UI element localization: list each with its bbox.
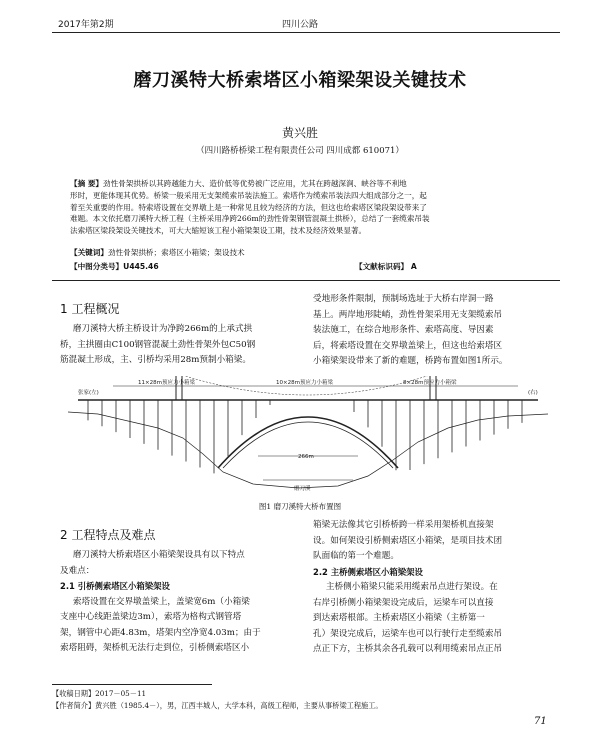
document-code	[355, 261, 417, 272]
affiliation: （四川路桥桥梁工程有限责任公司 四川成都 610071）	[196, 146, 404, 156]
document-code-value: A	[410, 262, 417, 271]
bridge-elevation-figure	[58, 376, 558, 492]
text-line: 磨刀溪特大桥索塔区小箱梁架设具有以下特点	[72, 550, 245, 560]
text-line: 索塔阻碍，架桥机无法行走到位，引桥侧索塔区小	[60, 643, 250, 653]
keywords-label: 【关键词】	[70, 248, 108, 257]
abstract-line: 劲性骨架拱桥以其跨越能力大、造价低等优势被广泛应用，尤其在跨越深涧、峡谷等不利地	[103, 179, 407, 188]
footnote-rule	[52, 684, 212, 685]
section-2-left-text	[60, 548, 298, 657]
text-line: 基上。两岸地形陡峭，劲性骨架采用无支架缆索吊	[313, 309, 503, 320]
main-arch	[218, 417, 398, 468]
span-mid-label: 10×28m预应力小箱梁	[276, 380, 333, 386]
text-line: 筋混凝土形成，主、引桥均采用28m预制小箱梁。	[60, 355, 251, 365]
text-line: 箱梁无法像其它引桥桥跨一样采用架桥机直接架	[313, 520, 494, 530]
text-line: 点正下方，主桥其余各孔载可以利用缆索吊点正吊	[313, 644, 503, 654]
journal-name: 四川公路	[282, 20, 319, 30]
text-line: 孔）架设完成后，运梁车也可以行驶行走至缆索吊	[313, 628, 503, 639]
abstract-line: 法索塔区梁段架设关键技术，可大大缩短该工程小箱梁架设工期，技术及经济效果显著。	[70, 226, 367, 236]
document-code-label: 【文献标识码】	[355, 262, 409, 271]
keywords-text: 劲性骨架拱桥；索塔区小箱梁；架设技术	[107, 248, 245, 257]
keywords	[70, 247, 542, 259]
pier-group	[88, 400, 522, 473]
author-name: 黄兴胜	[281, 126, 318, 140]
section-1-right-text	[313, 292, 553, 370]
ground-profile	[68, 412, 548, 488]
text-line: 队面临的第一个难题。	[313, 551, 399, 561]
abstract	[70, 178, 542, 237]
section-2-right-text	[313, 518, 553, 658]
abstract-line: 难题。本文依托磨刀溪特大桥工程（主桥采用净跨266m的劲性骨架钢管混凝土拱桥），总结了一套缆索吊装	[70, 214, 430, 224]
abstract-label: 【摘 要】	[70, 179, 104, 188]
text-line: 小箱梁架设带来了新的难题，桥跨布置如图1所示。	[313, 356, 508, 366]
section-2-heading: 2 工程特点及难点	[60, 528, 156, 542]
text-line: 磨刀溪特大桥主桥设计为净跨266m的上承式拱	[72, 324, 253, 334]
author-bio: 【作者简介】黄兴胜（1985.4－），男，江西丰城人，大学本科，高级工程师，主要从事桥梁工程施工。	[52, 701, 383, 710]
text-line: 装法施工，在综合地形条件、索塔高度、导因素	[313, 325, 494, 335]
text-line: 右岸引桥侧小箱梁架设完成后，运梁车可以直接	[313, 597, 494, 608]
abstract-divider	[52, 280, 560, 281]
figure-caption: 图1 磨刀溪特大桥布置图	[258, 502, 342, 511]
text-line: 到达索塔根部。主桥索塔区小箱梁（主桥第一	[313, 613, 485, 623]
section-1-heading: 1 工程概况	[60, 302, 120, 316]
page-number: 71	[534, 716, 547, 727]
paper-title: 磨刀溪特大桥索塔区小箱梁架设关键技术	[133, 70, 467, 91]
header-rule	[52, 32, 560, 33]
subsection-2-2-heading: 2.2 主桥侧索塔区小箱梁架设	[313, 566, 423, 577]
text-line: 索塔设置在交界墩盖梁上，盖梁宽6m（小箱梁	[72, 596, 250, 607]
text-line: 受地形条件限制，预制场选址于大桥右岸洞一路	[313, 294, 494, 304]
classification-label: 【中图分类号】	[70, 262, 124, 271]
abstract-line: 形时，更能体现其优势。桥梁一般采用无支架缆索吊装法施工。索塔作为缆索吊装法四大组成部分之一，起	[70, 190, 427, 200]
text-line: 桥，主拱圈由C100钢管混凝土劲性骨架外包C50钢	[60, 339, 256, 350]
classification-number	[70, 261, 159, 272]
received-date: 【收稿日期】2017－05－11	[52, 689, 147, 698]
text-line: 支座中心线距盖梁边3m），索塔为格构式钢管塔	[60, 612, 242, 622]
subsection-2-1-heading: 2.1 引桥侧索塔区小箱梁架设	[60, 581, 170, 591]
text-line: 及难点：	[60, 565, 95, 576]
span-left-label: 11×28m预应力小箱梁	[138, 380, 195, 386]
abstract-line: 着至关重要的作用。特索塔设置在交界墩上是一种常见且较为经济的方法，但这也给索塔区梁段架设带来了	[70, 202, 427, 212]
text-line: 架，钢管中心距4.83m，塔架内空净宽4.03m；由于	[60, 627, 261, 638]
right-end-label: (右)	[528, 390, 538, 396]
issue-label: 2017年第2期	[58, 20, 114, 30]
river-label: 磨刀溪	[294, 486, 311, 492]
left-end-label: 张家(左)	[78, 390, 99, 396]
text-line: 主桥侧小箱梁只能采用缆索吊点进行架设。在	[325, 582, 498, 592]
text-line: 设。如何架设引桥侧索塔区小箱梁，是项目技术团	[313, 535, 503, 546]
section-1-left-text	[60, 322, 298, 369]
span-right-label: 8×28m预应力小箱梁	[403, 380, 457, 386]
arch-inner-rib	[223, 422, 393, 468]
arch-span-label: 266m	[298, 454, 314, 460]
classification-value: U445.46	[123, 262, 159, 271]
text-line: 后，将索塔设置在交界墩盖梁上，但这也给索塔区	[313, 340, 503, 351]
